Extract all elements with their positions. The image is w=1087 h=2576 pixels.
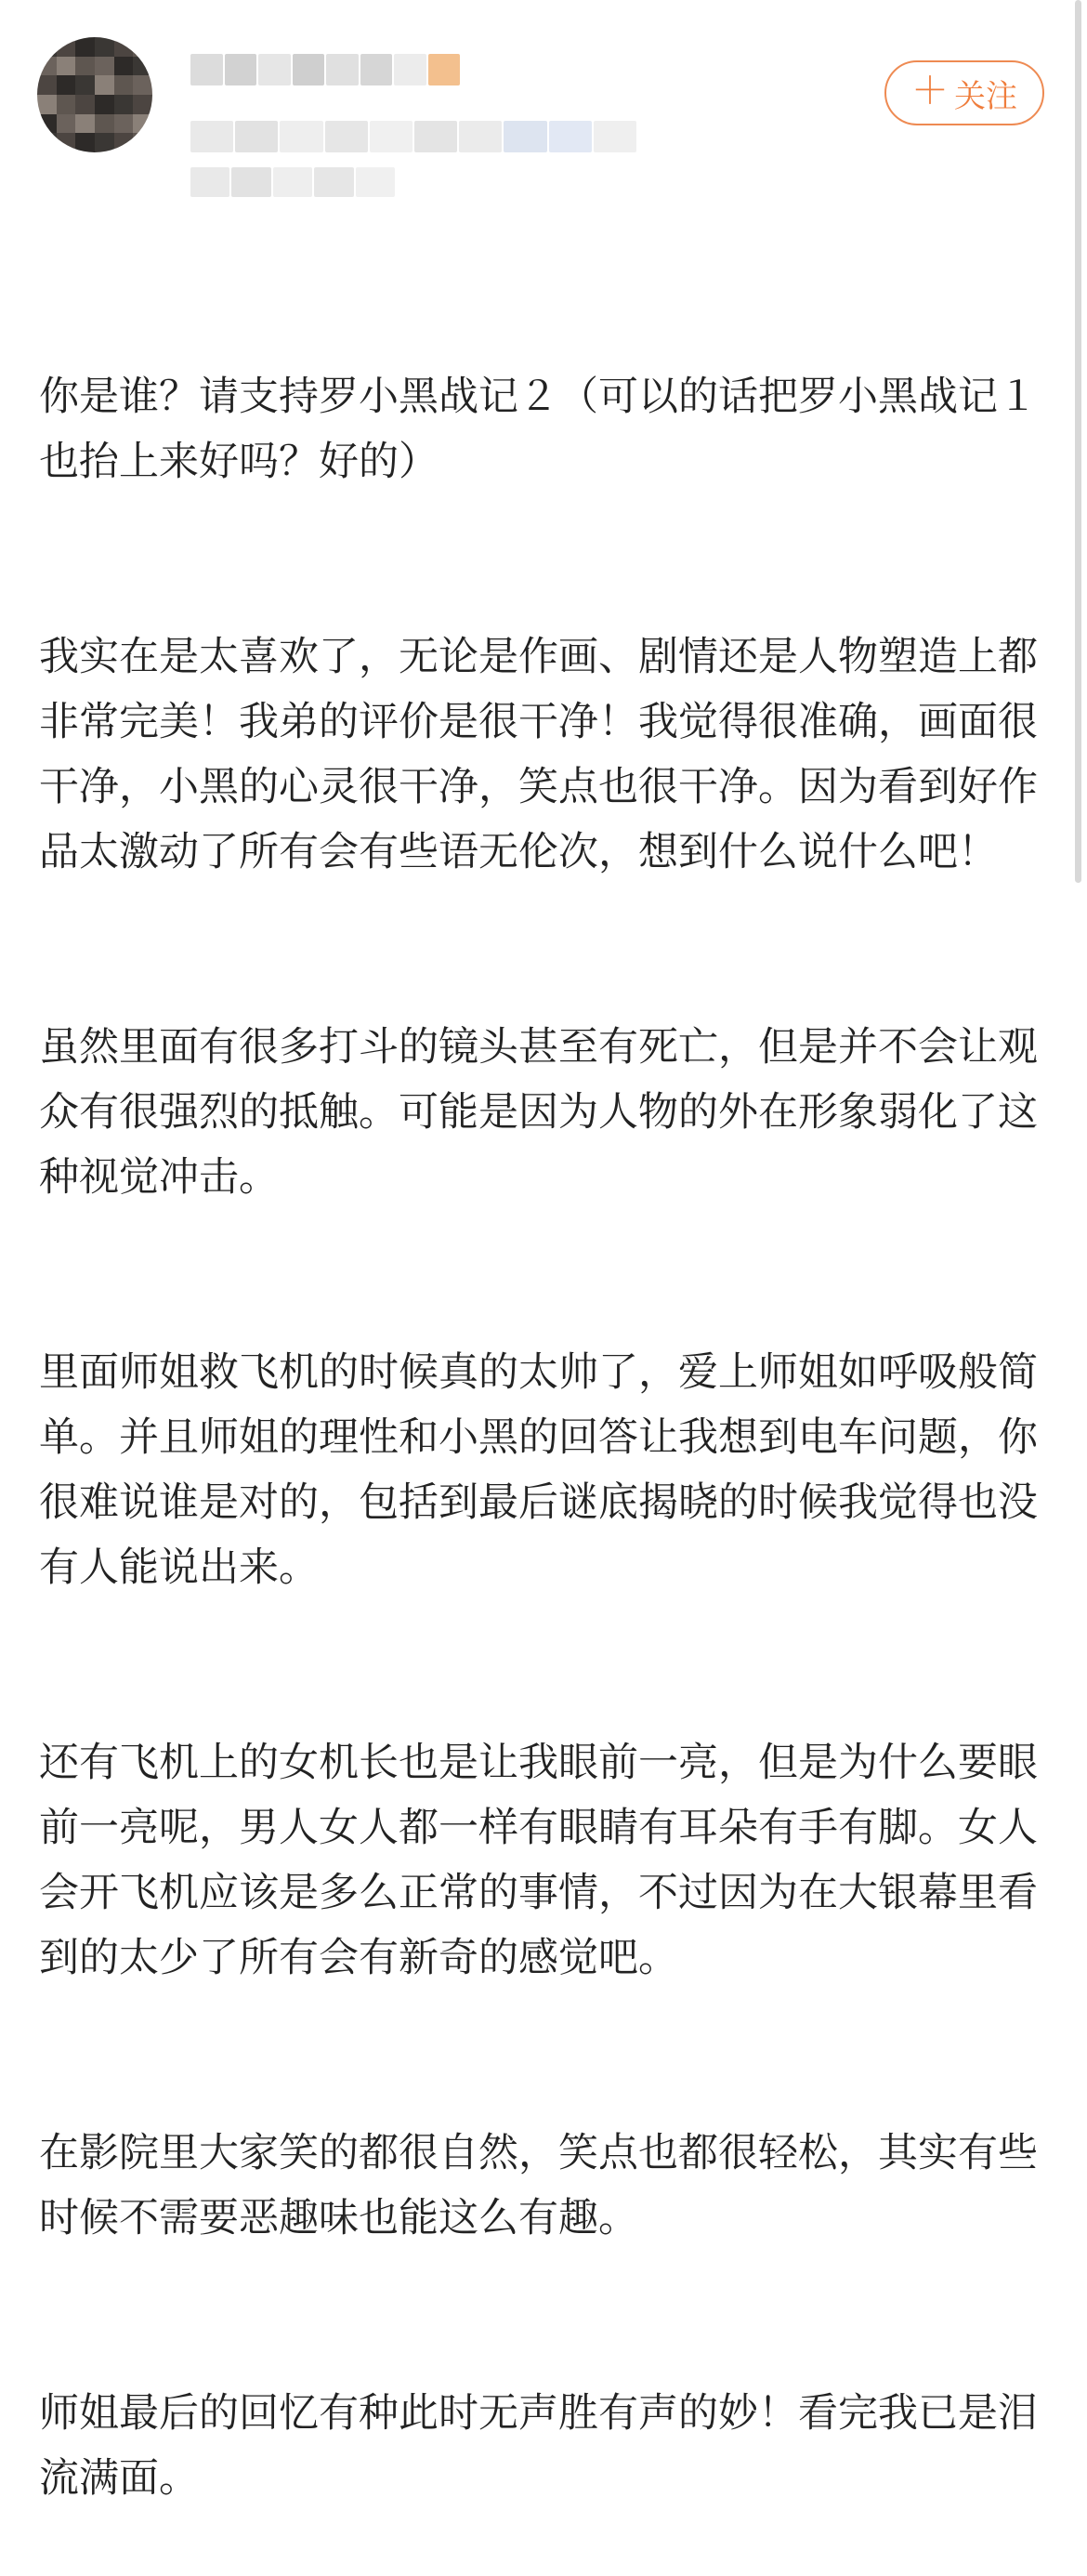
blur-pixel bbox=[190, 54, 223, 85]
avatar-pixel bbox=[57, 57, 76, 76]
blur-pixel bbox=[504, 121, 546, 152]
blur-pixel bbox=[273, 167, 312, 197]
avatar-pixel bbox=[133, 37, 152, 57]
blur-pixel bbox=[414, 121, 457, 152]
avatar-pixel bbox=[133, 75, 152, 95]
follow-label: 关注 bbox=[954, 77, 1017, 115]
avatar-pixel bbox=[95, 57, 114, 76]
avatar-pixel bbox=[95, 133, 114, 152]
avatar-pixel bbox=[114, 37, 134, 57]
avatar-pixel bbox=[75, 133, 95, 152]
post-header bbox=[0, 0, 1087, 232]
blur-pixel bbox=[549, 121, 592, 152]
avatar-pixel bbox=[75, 37, 95, 57]
blur-pixel bbox=[459, 121, 502, 152]
post-paragraph: 你是谁？请支持罗小黑战记２（可以的话把罗小黑战记１也抬上来好吗？好的） bbox=[39, 374, 1038, 485]
avatar-pixel bbox=[37, 95, 57, 114]
avatar-pixel bbox=[114, 95, 134, 114]
avatar-pixel bbox=[37, 75, 57, 95]
avatar-pixel bbox=[75, 114, 95, 134]
avatar[interactable] bbox=[37, 37, 152, 152]
scrollbar[interactable] bbox=[1075, 0, 1081, 883]
blur-pixel bbox=[231, 167, 270, 197]
avatar-pixel bbox=[114, 133, 134, 152]
blur-pixel bbox=[594, 121, 636, 152]
post-body bbox=[39, 234, 1042, 2576]
post-paragraph: 在影院里大家笑的都很自然，笑点也都很轻松，其实有些时候不需要恶趣味也能这么有趣。 bbox=[39, 2130, 1038, 2241]
avatar-pixel bbox=[57, 114, 76, 134]
avatar-pixel bbox=[37, 57, 57, 76]
avatar-pixel bbox=[37, 114, 57, 134]
avatar-pixel bbox=[57, 133, 76, 152]
avatar-pixel bbox=[75, 95, 95, 114]
plus-icon: ＋ bbox=[911, 70, 949, 112]
post-meta-blurred-line2 bbox=[190, 167, 395, 197]
avatar-pixel bbox=[114, 114, 134, 134]
post-meta-blurred bbox=[190, 121, 636, 152]
avatar-pixel bbox=[114, 57, 134, 76]
avatar-pixel bbox=[95, 95, 114, 114]
blur-pixel bbox=[356, 167, 395, 197]
avatar-pixel bbox=[57, 37, 76, 57]
blur-pixel bbox=[428, 54, 461, 85]
post-paragraph: 虽然里面有很多打斗的镜头甚至有死亡，但是并不会让观众有很强烈的抵触。可能是因为人物的外在形象弱化了这种视觉冲击。 bbox=[39, 1024, 1038, 1201]
avatar-pixel bbox=[75, 57, 95, 76]
avatar-pixel bbox=[114, 75, 134, 95]
avatar-pixel bbox=[57, 95, 76, 114]
follow-button[interactable] bbox=[884, 60, 1044, 125]
blur-pixel bbox=[225, 54, 257, 85]
blur-pixel bbox=[394, 54, 426, 85]
blur-pixel bbox=[314, 167, 353, 197]
avatar-pixel bbox=[133, 114, 152, 134]
avatar-pixel bbox=[95, 114, 114, 134]
blur-pixel bbox=[280, 121, 322, 152]
blur-pixel bbox=[293, 54, 325, 85]
blur-pixel bbox=[326, 54, 359, 85]
blur-pixel bbox=[190, 167, 229, 197]
avatar-pixel bbox=[95, 37, 114, 57]
blur-pixel bbox=[258, 54, 291, 85]
username-blurred[interactable] bbox=[190, 54, 460, 85]
avatar-pixel bbox=[37, 37, 57, 57]
blur-pixel bbox=[325, 121, 368, 152]
avatar-pixel bbox=[37, 133, 57, 152]
blur-pixel bbox=[370, 121, 413, 152]
post-paragraph: 我实在是太喜欢了，无论是作画、剧情还是人物塑造上都非常完美！我弟的评价是很干净！我觉得很准确，画面很干净，小黑的心灵很干净，笑点也很干净。因为看到好作品太激动了所有会有些语无伦次，想到什么说什么吧！ bbox=[39, 634, 1038, 875]
avatar-pixel bbox=[95, 75, 114, 95]
avatar-pixel bbox=[57, 75, 76, 95]
avatar-pixel bbox=[75, 75, 95, 95]
post-paragraph: 还有飞机上的女机长也是让我眼前一亮，但是为什么要眼前一亮呢，男人女人都一样有眼睛有耳朵有手有脚。女人会开飞机应该是多么正常的事情，不过因为在大银幕里看到的太少了所有会有新奇的感觉吧。 bbox=[39, 1740, 1038, 1981]
avatar-pixel bbox=[133, 57, 152, 76]
avatar-pixel bbox=[133, 133, 152, 152]
blur-pixel bbox=[360, 54, 393, 85]
post-paragraph: 师姐最后的回忆有种此时无声胜有声的妙！看完我已是泪流满面。 bbox=[39, 2390, 1038, 2502]
avatar-pixel bbox=[133, 95, 152, 114]
post-paragraph: 里面师姐救飞机的时候真的太帅了，爱上师姐如呼吸般简单。并且师姐的理性和小黑的回答让我想到电车问题，你很难说谁是对的，包括到最后谜底揭晓的时候我觉得也没有人能说出来。 bbox=[39, 1349, 1038, 1591]
blur-pixel bbox=[235, 121, 278, 152]
blur-pixel bbox=[190, 121, 233, 152]
